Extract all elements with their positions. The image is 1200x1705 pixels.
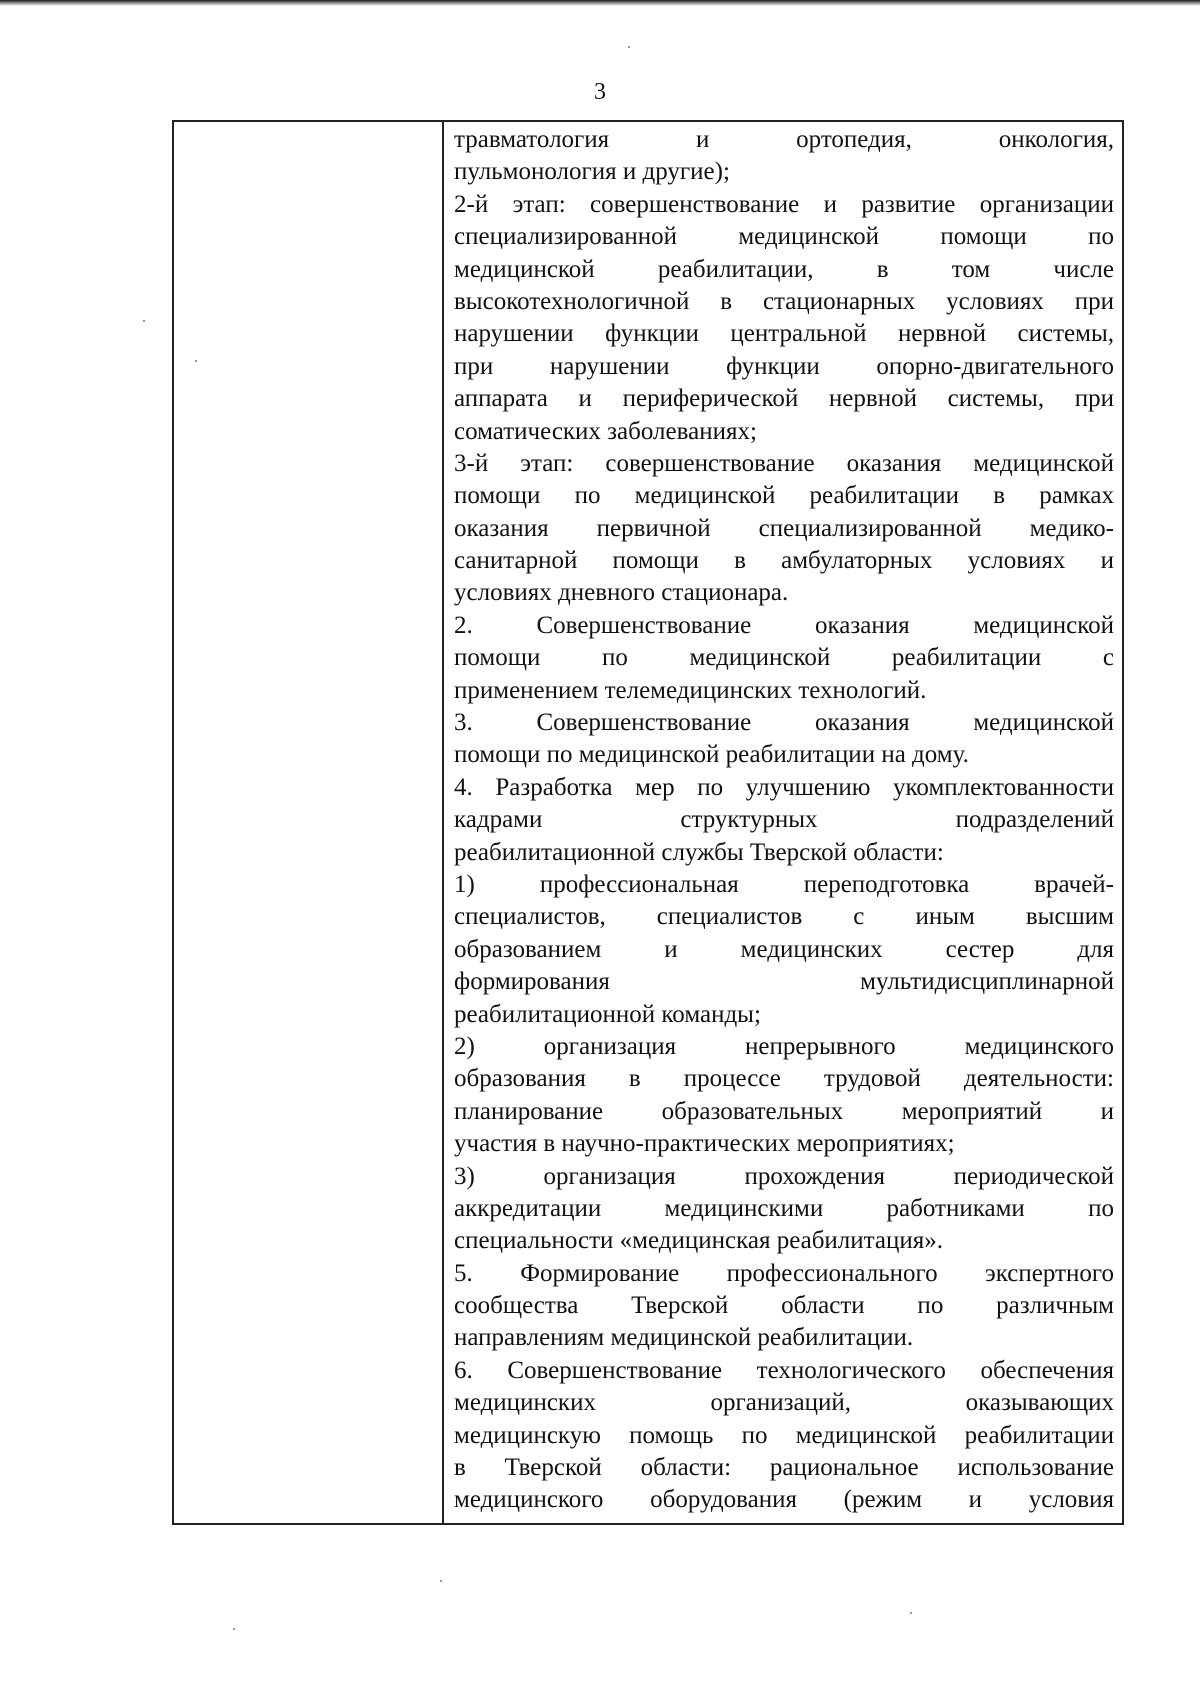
- text-line: 2. Совершенствование оказания медицинской: [454, 611, 1114, 639]
- text-line: помощи по медицинской реабилитации с: [454, 644, 1114, 672]
- text-line: 5. Формирование профессионального экспертного: [454, 1259, 1114, 1287]
- text-line: 1) профессиональная переподготовка врачей-: [454, 870, 1114, 898]
- text-line: образованием и медицинских сестер для: [454, 935, 1114, 963]
- table-right-column: [454, 124, 1114, 1517]
- text-line: реабилитационной команды;: [454, 1000, 761, 1028]
- text-line: 2-й этап: совершенствование и развитие организации: [454, 190, 1114, 218]
- text-line: 3-й этап: совершенствование оказания медицинской: [454, 449, 1114, 477]
- text-line: применением телемедицинских технологий.: [454, 676, 927, 704]
- text-line: образования в процессе трудовой деятельности:: [454, 1065, 1114, 1093]
- scan-speck: [440, 1580, 442, 1582]
- text-line: травматология и ортопедия, онкология,: [454, 126, 1114, 153]
- text-line: специалистов, специалистов с иным высшим: [454, 903, 1114, 931]
- text-line: помощи по медицинской реабилитации в рамках: [454, 482, 1114, 510]
- text-line: медицинскую помощь по медицинской реабилитации: [454, 1421, 1114, 1449]
- text-line: условиях дневного стационара.: [454, 579, 789, 607]
- text-line: в Тверской области: рациональное использование: [454, 1454, 1114, 1482]
- scan-speck: [910, 1612, 912, 1614]
- scan-top-edge: [0, 0, 1200, 6]
- text-line: медицинского оборудования (режим и условия: [454, 1486, 1114, 1514]
- text-line: соматических заболеваниях;: [454, 417, 757, 445]
- text-line: направлениям медицинской реабилитации.: [454, 1324, 914, 1352]
- text-line: пульмонология и другие);: [454, 158, 730, 186]
- page-number: 3: [594, 79, 606, 105]
- text-line: 4. Разработка мер по улучшению укомплектованности: [454, 773, 1114, 801]
- content-table: [172, 120, 1124, 1525]
- text-line: участия в научно-практических мероприятиях;: [454, 1130, 955, 1158]
- text-line: высокотехнологичной в стационарных условиях при: [454, 287, 1114, 315]
- text-line: медицинской реабилитации, в том числе: [454, 255, 1114, 283]
- scan-speck: [233, 1628, 235, 1630]
- text-line: помощи по медицинской реабилитации на дому.: [454, 741, 969, 769]
- text-line: 2) организация непрерывного медицинского: [454, 1032, 1114, 1060]
- text-line: аппарата и периферической нервной системы, при: [454, 385, 1114, 413]
- text-line: при нарушении функции опорно-двигательного: [454, 352, 1114, 380]
- text-line: планирование образовательных мероприятий и: [454, 1097, 1114, 1125]
- text-line: специализированной медицинской помощи по: [454, 223, 1114, 251]
- text-line: медицинских организаций, оказывающих: [454, 1389, 1114, 1417]
- text-line: кадрами структурных подразделений: [454, 806, 1114, 834]
- text-line: аккредитации медицинскими работниками по: [454, 1194, 1114, 1222]
- text-line: 6. Совершенствование технологического обеспечения: [454, 1356, 1114, 1384]
- text-line: нарушении функции центральной нервной системы,: [454, 320, 1114, 348]
- scan-speck: [195, 360, 197, 362]
- text-line: 3) организация прохождения периодической: [454, 1162, 1114, 1190]
- text-line: оказания первичной специализированной медико-: [454, 514, 1114, 542]
- text-line: сообщества Тверской области по различным: [454, 1292, 1114, 1320]
- text-line: реабилитационной службы Тверской области:: [454, 838, 944, 866]
- text-line: формирования мультидисциплинарной: [454, 968, 1114, 996]
- text-line: специальности «медицинская реабилитация».: [454, 1227, 943, 1255]
- text-line: санитарной помощи в амбулаторных условиях и: [454, 547, 1114, 575]
- scan-speck: [143, 320, 145, 322]
- table-left-column: [174, 122, 444, 1523]
- scan-speck: [628, 46, 630, 48]
- text-line: 3. Совершенствование оказания медицинской: [454, 709, 1114, 737]
